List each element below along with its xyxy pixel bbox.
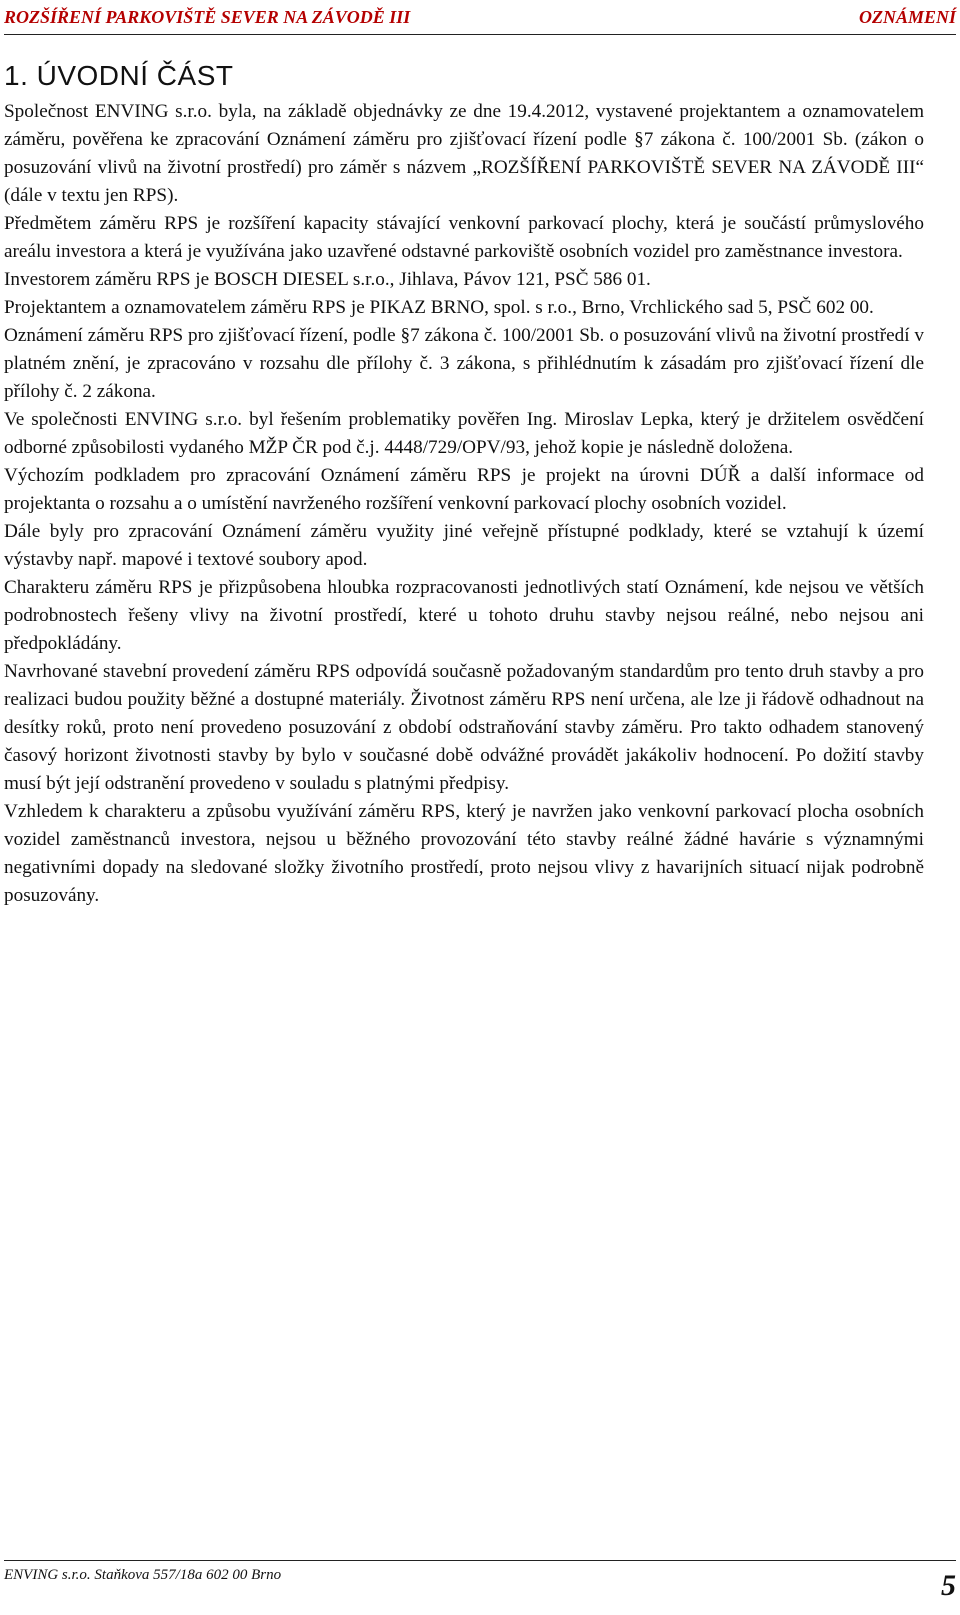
paragraph: Předmětem záměru RPS je rozšíření kapacity stávající venkovní parkovací plochy, která je součástí průmyslového areálu investora a která je využívána jako uzavřené odstavné parkoviště osobních vozidel pro zaměstnance investora. [4,213,924,262]
paragraph: Dále byly pro zpracování Oznámení záměru využity jiné veřejně přístupné podklady, které se vztahují k území výstavby např. mapové i textové soubory apod. [4,521,924,570]
paragraph: Vzhledem k charakteru a způsobu využívání záměru RPS, který je navržen jako venkovní parkovací plocha osobních vozidel zaměstnanců investora, nejsou u běžného provozování této stavby reálné žádné havárie s významnými negativními dopady na sledované složky životního prostředí, proto nejsou vlivy z havarijních situací nijak podrobně posuzovány. [4,801,924,906]
paragraph: Charakteru záměru RPS je přizpůsobena hloubka rozpracovanosti jednotlivých statí Oznámení, kde nejsou ve větších podrobnostech řešeny vlivy na životní prostředí, které u tohoto druhu stavby nejsou reálné, nebo nejsou ani předpokládány. [4,577,924,654]
paragraph: Projektantem a oznamovatelem záměru RPS je PIKAZ BRNO, spol. s r.o., Brno, Vrchlického sad 5, PSČ 602 00. [4,297,874,318]
paragraph: Společnost ENVING s.r.o. byla, na základě objednávky ze dne 19.4.2012, vystavené projektantem a oznamovatelem záměru, pověřena ke zpracování Oznámení záměru pro zjišťovací řízení podle §7 zákona č. 100/2001 Sb. (zákon o posuzování vlivů na životní prostředí) pro záměr s názvem „ROZŠÍŘENÍ PARKOVIŠTĚ SEVER NA ZÁVODĚ III“ (dále v textu jen RPS). [4,101,924,206]
paragraph: Navrhované stavební provedení záměru RPS odpovídá současně požadovaným standardům pro tento druh stavby a pro realizaci budou použity běžné a dostupné materiály. Životnost záměru RPS není určena, ale lze ji řádově odhadnout na desítky roků, proto není provedeno posuzování z období odstraňování stavby záměru. Pro takto odhadem stanovený časový horizont životnosti stavby by bylo v současné době odvážné provádět jakákoliv hodnocení. Po dožití stavby musí být její odstranění provedeno v souladu s platnými předpisy. [4,661,924,794]
header-project-title: ROZŠÍŘENÍ PARKOVIŠTĚ SEVER NA ZÁVODĚ III [4,7,411,27]
header-document-type: OZNÁMENÍ [858,7,956,27]
page-header [4,4,956,35]
paragraph: Výchozím podkladem pro zpracování Oznámení záměru RPS je projekt na úrovni DÚŘ a další informace od projektanta o rozsahu a o umístění navrženého rozšíření venkovní parkovací plochy osobních vozidel. [4,465,924,514]
page-number: 5 [941,1569,956,1602]
paragraph: Investorem záměru RPS je BOSCH DIESEL s.r.o., Jihlava, Pávov 121, PSČ 586 01. [4,269,651,290]
paragraph: Ve společnosti ENVING s.r.o. byl řešením problematiky pověřen Ing. Miroslav Lepka, který je držitelem osvědčení odborné způsobilosti vydaného MŽP ČR pod č.j. 4448/729/OPV/93, jehož kopie je následně doložena. [4,409,924,458]
section-heading: 1. ÚVODNÍ ČÁST [4,60,234,91]
page-footer [4,1560,956,1611]
paragraph: Oznámení záměru RPS pro zjišťovací řízení, podle §7 zákona č. 100/2001 Sb. o posuzování vlivů na životní prostředí v platném znění, je zpracováno v rozsahu dle přílohy č. 3 zákona, s přihlédnutím k zásadám pro zjišťovací řízení dle přílohy č. 2 zákona. [4,325,924,402]
body-text [4,98,924,910]
footer-address: ENVING s.r.o. Staňkova 557/18a 602 00 Brno [4,1567,282,1583]
